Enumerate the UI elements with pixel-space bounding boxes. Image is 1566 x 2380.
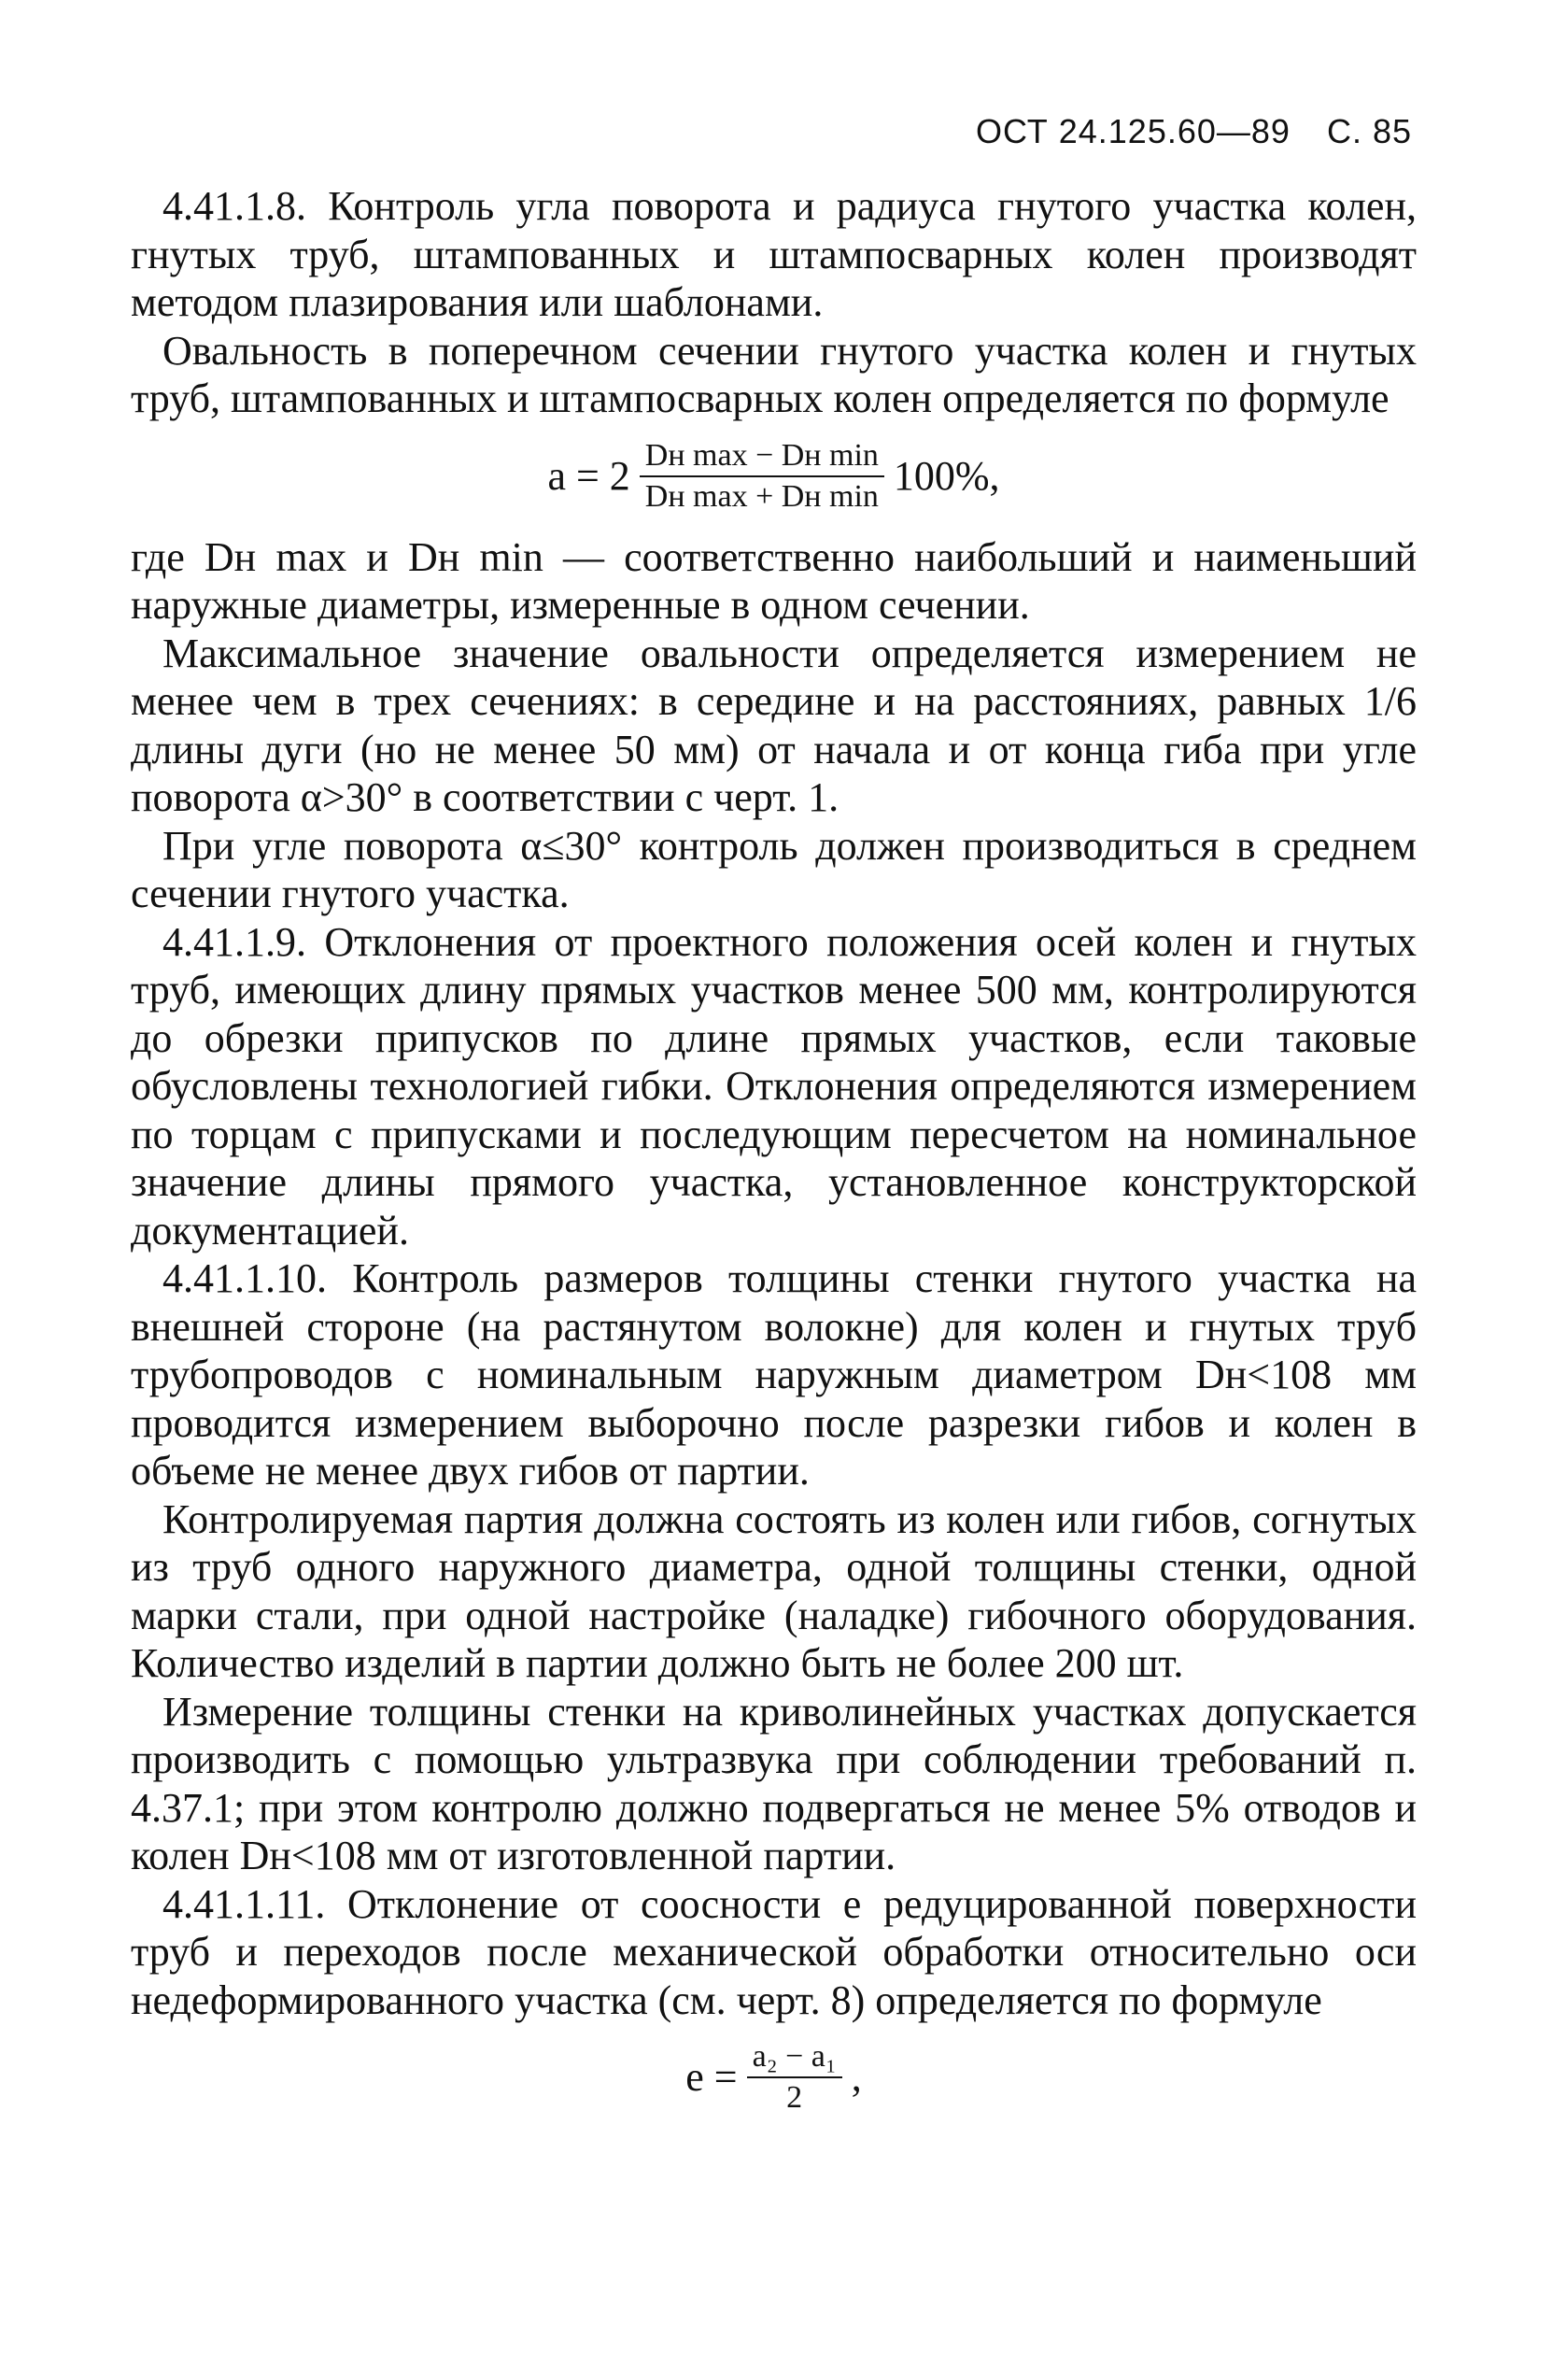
- formula2-rhs: ,: [851, 2054, 862, 2101]
- paragraph-4-41-1-11: 4.41.1.11. Отклонение от соосности e редуцированной поверхности труб и переходов после механической обработки относительно оси недеформированного участка (см. черт. 8) определяется по формуле: [131, 1880, 1417, 2023]
- formula2-denominator: 2: [786, 2080, 803, 2115]
- formula2-numerator: a₂ − a₁: [747, 2037, 842, 2078]
- paragraph-max-ovality: Максимальное значение овальности определяется измерением не менее чем в трех сечениях: в середине и на расстояниях, равных 1/6 длины дуги (но не менее 50 мм) от начала и от конца гиба при угле поворота α>30° в соответствии с черт. 1.: [131, 630, 1417, 820]
- document-code: ОСТ 24.125.60—89: [975, 112, 1291, 150]
- paragraph-where: где Dн max и Dн min — соответственно наибольший и наименьший наружные диаметры, измеренные в одном сечении.: [131, 533, 1417, 628]
- paragraph-ultrasound: Измерение толщины стенки на криволинейных участках допускается производить с помощью ультразвука при соблюдении требований п. 4.37.1; при этом контролю должно подвергаться не менее 5% отводов и колен Dн<108 мм от изготовленной партии.: [131, 1688, 1417, 1878]
- paragraph-batch: Контролируемая партия должна состоять из колен или гибов, согнутых из труб одного наружного диаметра, одной толщины стенки, одной марки стали, при одной настройке (наладке) гибочного оборудования. Количество изделий в партии должно быть не более 200 шт.: [131, 1495, 1417, 1686]
- formula2-lhs: e =: [685, 2054, 738, 2101]
- formula-fraction: [640, 436, 884, 517]
- paragraph-ovality: Овальность в поперечном сечении гнутого участка колен и гнутых труб, штампованных и штампосварных колен определяется по формуле: [131, 327, 1417, 421]
- paragraph-4-41-1-10: 4.41.1.10. Контроль размеров толщины стенки гнутого участка на внешней стороне (на растянутом волокне) для колен и гнутых труб трубопроводов с номинальным наружным диаметром Dн<108 мм проводится измерением выборочно после разрезки гибов и колен в объеме не менее двух гибов от партии.: [131, 1255, 1417, 1494]
- formula-lhs: a = 2: [547, 452, 630, 499]
- paragraph-4-41-1-9: 4.41.1.9. Отклонения от проектного положения осей колен и гнутых труб, имеющих длину прямых участков менее 500 мм, контролируются до обрезки припусков по длине прямых участков, если таковые обусловлены технологией гибки. Отклонения определяются измерением по торцам с припусками и последующим пересчетом на номинальное значение длины прямого участка, установленное конструкторской документацией.: [131, 918, 1417, 1254]
- document-body: [131, 182, 1417, 2134]
- formula-numerator: Dн max − Dн min: [640, 436, 884, 477]
- paragraph-4-41-1-8: 4.41.1.8. Контроль угла поворота и радиуса гнутого участка колен, гнутых труб, штампованных и штампосварных колен производят методом плазирования или шаблонами.: [131, 183, 1417, 325]
- page-header: [950, 112, 1412, 151]
- formula2-fraction: [747, 2037, 842, 2118]
- ovality-formula: [131, 436, 1417, 517]
- eccentricity-formula: [131, 2037, 1417, 2118]
- paragraph-angle-30: При угле поворота α≤30° контроль должен производиться в среднем сечении гнутого участка.: [131, 822, 1417, 916]
- formula-rhs: 100%,: [893, 452, 1000, 499]
- page-number: С. 85: [1326, 112, 1412, 150]
- formula-denominator: Dн max + Dн min: [644, 478, 879, 514]
